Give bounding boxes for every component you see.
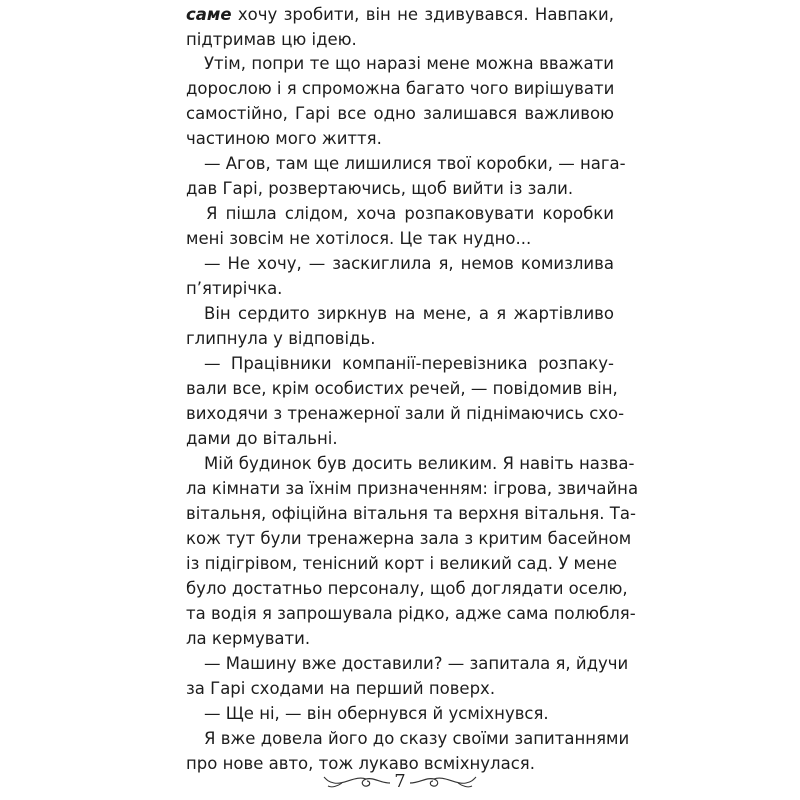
text-line: — Агов, там ще лишилися твої коробки, — нага-	[204, 154, 626, 173]
right-ornament-icon	[408, 772, 478, 794]
text-line-rest: хочу зробити, він не здивувався. Навпаки,	[231, 5, 614, 24]
text-line: — Працівники компанії-перевізника розпаку-	[204, 354, 614, 373]
text-line: ла кімнати за їхнім призначенням: ігрова, звичайна	[186, 479, 639, 498]
text-line: Мій будинок був досить великим. Я навіть назва-	[204, 454, 635, 473]
page-footer	[0, 768, 800, 800]
page-number: 7	[394, 771, 406, 792]
text-line: із підігрівом, тенісний корт і великий сад. У мене	[186, 554, 618, 573]
text-line: дорослою і я спроможна багато чого вирішувати	[186, 79, 615, 98]
text-line: глипнула у відповідь.	[186, 329, 376, 348]
text-line: ла кермувати.	[186, 629, 311, 648]
text-line: Я пішла слідом, хоча розпаковувати коробки	[206, 204, 614, 223]
text-line: про нове авто, тож лукаво всміхнулася.	[186, 754, 535, 773]
text-line: вітальня, офіційна вітальня та верхня вітальня. Та-	[186, 504, 636, 523]
text-line: вали все, крім особистих речей, — повідомив він,	[186, 379, 618, 398]
text-line: було достатньо персоналу, щоб доглядати оселю,	[186, 579, 628, 598]
text-line: — Ще ні, — він обернувся й усміхнувся.	[204, 704, 549, 723]
text-line: дав Гарі, розвертаючись, щоб вийти із зали.	[186, 179, 574, 198]
left-ornament-icon	[322, 772, 392, 794]
text-line: — Машину вже доставили? — запитала я, йдучи	[204, 654, 629, 673]
text-line: мені зовсім не хотілося. Це так нудно...	[186, 229, 532, 248]
text-line: Я вже довела його до сказу своїми запитаннями	[204, 729, 630, 748]
text-line: Він сердито зиркнув на мене, а я жартівливо	[204, 304, 614, 323]
text-line: кож тут були тренажерна зала з критим басейном	[186, 529, 632, 548]
text-line: самостійно, Гарі все одно залишався важливою	[186, 104, 614, 123]
text-line: за Гарі сходами на перший поверх.	[186, 679, 496, 698]
text-line: частиною мого життя.	[186, 129, 382, 148]
text-line: підтримав цю ідею.	[186, 30, 357, 49]
text-line: саме хочу зробити, він не здивувався. Навпаки,	[186, 5, 614, 24]
text-line: Утім, попри те що наразі мене можна вважати	[204, 54, 614, 73]
text-line: та водія я запрошувала рідко, адже сама полюбля-	[186, 604, 636, 623]
text-line: виходячи з тренажерної зали й піднімаючись схо-	[186, 404, 625, 423]
text-line: — Не хочу, — заскиглила я, немов комизлива	[204, 254, 614, 273]
text-line: п’ятирічка.	[186, 279, 283, 298]
text-line: дами до вітальні.	[186, 429, 338, 448]
